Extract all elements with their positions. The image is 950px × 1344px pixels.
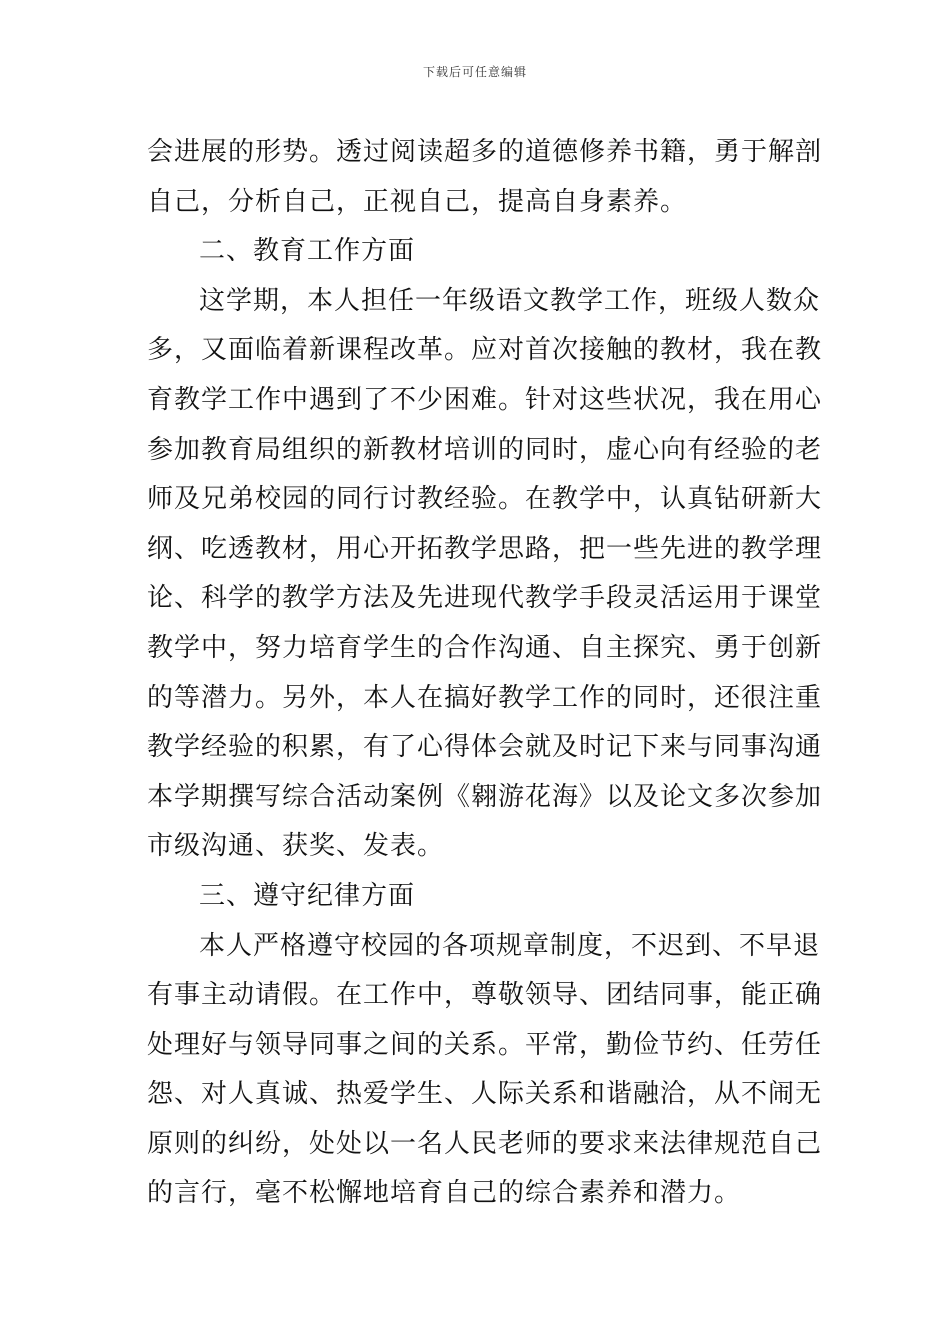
text-line: 的言行，毫不松懈地培育自己的综合素养和潜力。 bbox=[147, 1178, 742, 1209]
paragraph-start: 本人严格遵守校园的各项规章制度，不迟到、不早退 bbox=[199, 930, 821, 961]
text-line: 处理好与领导同事之间的关系。平常，勤俭节约、任劳任 bbox=[147, 1029, 823, 1060]
text-line: 有事主动请假。在工作中，尊敬领导、团结同事，能正确 bbox=[147, 980, 823, 1011]
paragraph-start: 这学期，本人担任一年级语文教学工作，班级人数众 bbox=[199, 285, 821, 316]
text-line: 自己，分析自己，正视自己，提高自身素养。 bbox=[147, 186, 688, 217]
section-heading-education: 二、教育工作方面 bbox=[199, 236, 416, 267]
text-line: 论、科学的教学方法及先进现代教学手段灵活运用于课堂 bbox=[147, 583, 823, 614]
text-line: 教学中，努力培育学生的合作沟通、自主探究、勇于创新 bbox=[147, 632, 823, 663]
text-line: 教学经验的积累，有了心得体会就及时记下来与同事沟通 bbox=[147, 732, 823, 763]
text-line: 纲、吃透教材，用心开拓教学思路，把一些先进的教学理 bbox=[147, 533, 823, 564]
page-header: 下载后可任意编辑 bbox=[422, 65, 527, 79]
section-heading-discipline: 三、遵守纪律方面 bbox=[199, 880, 416, 911]
document-body bbox=[147, 128, 823, 1219]
text-line: 市级沟通、获奖、发表。 bbox=[147, 831, 445, 862]
text-line: 参加教育局组织的新教材培训的同时，虚心向有经验的老 bbox=[147, 434, 823, 465]
text-line: 的等潜力。另外，本人在搞好教学工作的同时，还很注重 bbox=[147, 682, 823, 713]
text-line: 育教学工作中遇到了不少困难。针对这些状况，我在用心 bbox=[147, 384, 823, 415]
text-line: 本学期撰写综合活动案例《翱游花海》以及论文多次参加 bbox=[147, 781, 823, 812]
text-line: 多，又面临着新课程改革。应对首次接触的教材，我在教 bbox=[147, 335, 823, 366]
text-line: 会进展的形势。透过阅读超多的道德修养书籍，勇于解剖 bbox=[147, 137, 823, 167]
text-line: 怨、对人真诚、热爱学生、人际关系和谐融洽，从不闹无 bbox=[147, 1079, 823, 1110]
text-line: 师及兄弟校园的同行讨教经验。在教学中，认真钻研新大 bbox=[147, 484, 823, 515]
text-line: 原则的纠纷，处处以一名人民老师的要求来法律规范自己 bbox=[147, 1128, 823, 1159]
